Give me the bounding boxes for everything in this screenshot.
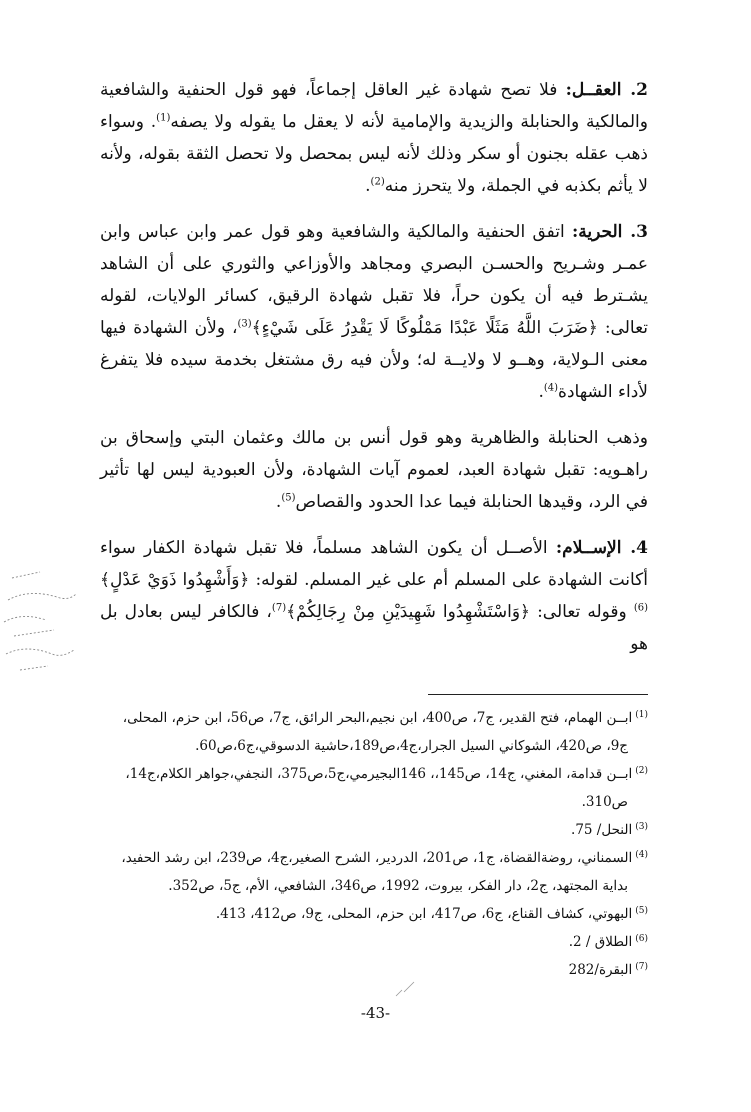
paragraph-text: فلا تصح شهادة غير العاقل إجماعاً، فهو قول الحنفية والشافعية والمالكية والحنابلة والزيدية والإمامية لأنه لا يعقل ما يقوله ولا يصفه	[100, 80, 648, 132]
footnote-ref[interactable]: (3)	[237, 318, 252, 330]
body-text	[100, 74, 648, 674]
footnote-text: ابــن قدامة، المغني، ج14، ص145،، 146البجيرمي،ج5،ص375، النجفي،جواهر الكلام،ج14،	[125, 766, 633, 782]
footnote-number: (3)	[635, 821, 648, 832]
footnote-5	[100, 900, 648, 928]
paragraph-text: وقوله تعالى:	[530, 602, 634, 622]
paragraph-text: .	[275, 492, 282, 512]
footnote-text: ابــن الهمام، فتح القدير، ج7، ص400، ابن نجيم،البحر الرائق، ج7، ص56، ابن حزم، المحلى،	[122, 710, 633, 726]
quran-verse: ﴿ضَرَبَ اللَّهُ مَثَلًا عَبْدًا مَمْلُوكًا لَا يَقْدِرُ عَلَى شَيْءٍ﴾	[251, 318, 598, 338]
footnote-number: (4)	[635, 849, 648, 860]
pen-mark	[390, 980, 420, 1000]
handwritten-margin-note	[0, 570, 80, 680]
footnote-text: الطلاق / 2.	[568, 934, 633, 950]
footnote-text: البهوتي، كشاف القناع، ج6، ص417، ابن حزم، المحلى، ج9، ص412، 413.	[215, 906, 633, 922]
footnote-number: (6)	[635, 933, 648, 944]
footnote-6	[100, 928, 648, 956]
paragraph-text: .	[538, 382, 544, 402]
footnote-ref[interactable]: (2)	[370, 176, 385, 188]
paragraph-islam	[100, 532, 648, 660]
paragraph-text: ، فالكافر ليس بعادل بل هو	[100, 602, 648, 654]
footnote-ref[interactable]: (1)	[156, 112, 171, 124]
footnote-4-continued: بداية المجتهد، ج2، دار الفكر، بيروت، 1992، ص346، الشافعي، الأم، ج5، ص352.	[168, 878, 628, 894]
footnote-number: (1)	[635, 709, 648, 720]
paragraph-hanbali-view	[100, 422, 648, 518]
paragraph-text: وذهب الحنابلة والظاهرية وهو قول أنس بن مالك وعثمان البتي وإسحاق بن راهـويه: تقبل شهادة العبد، لعموم آيات الشهادة، ولأن العبودية ليس لها تأثير في الرد، وقيدها الحنابلة فيما عدا الحدود والقصاص	[100, 428, 648, 512]
paragraph-text: الأصــل أن يكون الشاهد مسلماً، فلا تقبل شهادة الكفار سواء أكانت الشهادة على المسلم أم على غير المسلم. لقوله:	[100, 538, 648, 590]
paragraph-text: .	[365, 176, 371, 196]
heading-islam: 4. الإســلام:	[555, 538, 649, 558]
heading-reason: 2. العقــل:	[565, 80, 648, 100]
footnote-number: (5)	[635, 905, 648, 916]
footnote-2	[100, 760, 648, 788]
footnote-text: البقرة/282	[568, 962, 633, 978]
footnote-ref[interactable]: (4)	[543, 382, 559, 394]
footnote-7	[100, 956, 648, 984]
footnote-ref[interactable]: (6)	[633, 602, 648, 614]
page-number: -43-	[360, 1004, 391, 1022]
footnote-ref[interactable]: (5)	[281, 492, 296, 504]
quran-verse: ﴿وَاسْتَشْهِدُوا شَهِيدَيْنِ مِنْ رِجَالِكُمْ﴾	[286, 602, 531, 622]
footnote-text: السمناني، روضةالقضاة، ج1، ص201، الدردير، الشرح الصغير،ج4، ص239، ابن رشد الحفيد،	[121, 850, 633, 866]
footnote-number: (2)	[635, 765, 648, 776]
footnote-1-continued: ج9، ص420، الشوكاني السيل الجرار،ج4،ص189،حاشية الدسوقي،ج6،ص60.	[195, 738, 628, 754]
footnotes	[100, 704, 648, 984]
footnote-2-continued: ص310.	[581, 794, 628, 810]
footnote-4	[100, 844, 648, 872]
heading-freedom: 3. الحرية:	[572, 222, 648, 242]
footnote-3	[100, 816, 648, 844]
footnote-ref[interactable]: (7)	[271, 602, 287, 614]
paragraph-text: اتفق الحنفية والمالكية والشافعية وهو قول عمر وابن عباس وابن عمـر وشـريح والحسـن البصري ومجاهد والأوزاعي والثوري على أن الشاهد يشـترط فيه أن يكون حراً، فلا تقبل شهادة الرقيق، كسائر الولايات، لقوله تعالى:	[100, 222, 649, 338]
footnote-separator	[428, 694, 648, 695]
paragraph-reason	[100, 74, 648, 202]
footnote-number: (7)	[635, 961, 648, 972]
footnote-1	[100, 704, 648, 732]
footnote-text: النحل/ 75.	[571, 822, 633, 838]
paragraph-text: ، ولأن الشهادة فيها معنى الـولاية، وهــو لا ولايــة له؛ ولأن فيه رق مشتغل بخدمة سيده فلا يتفرغ لأداء الشهادة	[100, 318, 648, 402]
paragraph-freedom	[100, 216, 648, 408]
paragraph-text: . وسواء ذهب عقله بجنون أو سكر وذلك لأنه ليس بمحصل ولا تحصل الثقة بقوله، ولأنه لا يأثم بكذبه في الجملة، ولا يتحرز منه	[100, 112, 648, 196]
quran-verse: ﴿وَأَشْهِدُوا ذَوَيْ عَدْلٍ﴾	[100, 570, 250, 590]
